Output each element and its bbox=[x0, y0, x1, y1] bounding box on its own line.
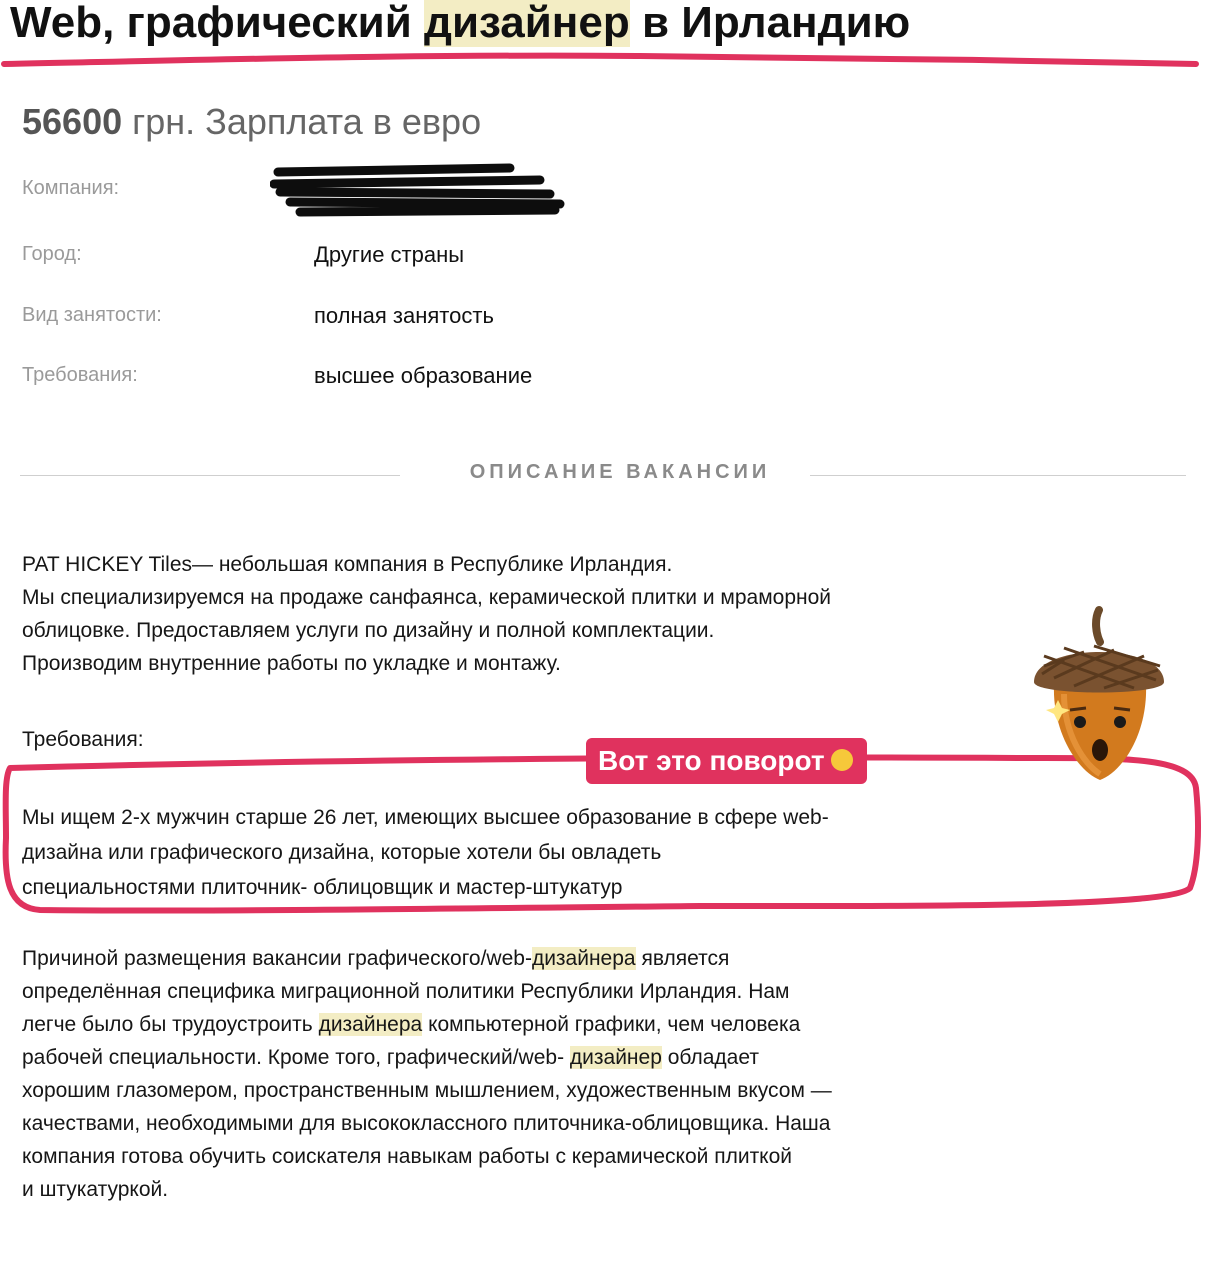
city-value: Другие страны bbox=[314, 242, 465, 267]
reason-line: легче было бы трудоустроить дизайнера компьютерной графики, чем человека bbox=[22, 1013, 801, 1036]
section-divider bbox=[20, 455, 1186, 495]
reason-line: и штукатуркой. bbox=[22, 1178, 169, 1201]
salary-text: грн. Зарплата в евро bbox=[122, 101, 482, 142]
reason-line: рабочей специальности. Кроме того, графический/web- дизайнер обладает bbox=[22, 1046, 759, 1069]
highlight-designer: дизайнер bbox=[569, 1046, 662, 1069]
salary-amount: 56600 bbox=[22, 101, 123, 142]
title-highlight: дизайнер bbox=[424, 0, 630, 47]
city-label: Город: bbox=[22, 243, 82, 265]
reason-line: качествами, необходимыми для высококлассного плиточника-облицовщика. Наша bbox=[22, 1112, 831, 1135]
sticker-caption bbox=[586, 738, 867, 784]
requirements-text bbox=[22, 800, 1192, 905]
redaction-scribble bbox=[270, 162, 570, 222]
highlight-designer: дизайнера bbox=[531, 947, 636, 970]
highlight-designer: дизайнера bbox=[318, 1013, 423, 1036]
requirements-heading: Требования: bbox=[22, 728, 144, 751]
requirements-line: специальностями плиточник- облицовщик и мастер-штукатур bbox=[22, 876, 623, 899]
company-description bbox=[22, 548, 1192, 680]
description-line: PAT HICKEY Tiles— небольшая компания в Республике Ирландия. bbox=[22, 553, 673, 576]
reason-line: компания готова обучить соискателя навыкам работы с керамической плиткой bbox=[22, 1145, 793, 1168]
description-line: Мы специализируемся на продаже санфаянса, керамической плитки и мраморной bbox=[22, 586, 832, 609]
sticker-text: Вот это поворот bbox=[598, 745, 825, 776]
title-underline-annotation bbox=[0, 40, 1206, 90]
description-line: облицовке. Предоставляем услуги по дизайну и полной комплектации. bbox=[22, 619, 715, 642]
fearful-face-emoji-icon bbox=[831, 749, 853, 771]
employment-value: полная занятость bbox=[314, 303, 494, 328]
employment-label: Вид занятости: bbox=[22, 304, 162, 326]
reason-line: Причиной размещения вакансии графического/web-дизайнера является bbox=[22, 947, 730, 970]
requirements-line: дизайна или графического дизайна, которые хотели бы овладеть bbox=[22, 841, 662, 864]
requirements-value: высшее образование bbox=[314, 363, 533, 388]
reason-paragraph bbox=[22, 942, 1192, 1206]
company-label: Компания: bbox=[22, 177, 120, 199]
title-part-1: Web, графический bbox=[10, 0, 425, 47]
acorn-sticker-icon bbox=[1024, 604, 1174, 784]
requirements-line: Мы ищем 2-х мужчин старше 26 лет, имеющих высшее образование в сфере web- bbox=[22, 806, 829, 829]
requirements-label: Требования: bbox=[22, 364, 138, 386]
title-part-2: в Ирландию bbox=[629, 0, 911, 47]
salary bbox=[22, 100, 481, 144]
reason-line: хорошим глазомером, пространственным мышлением, художественным вкусом — bbox=[22, 1079, 832, 1102]
description-line: Производим внутренние работы по укладке и монтажу. bbox=[22, 652, 561, 675]
reason-line: определённая специфика миграционной политики Республики Ирландия. Нам bbox=[22, 980, 790, 1003]
section-title: ОПИСАНИЕ ВАКАНСИИ bbox=[469, 461, 771, 483]
